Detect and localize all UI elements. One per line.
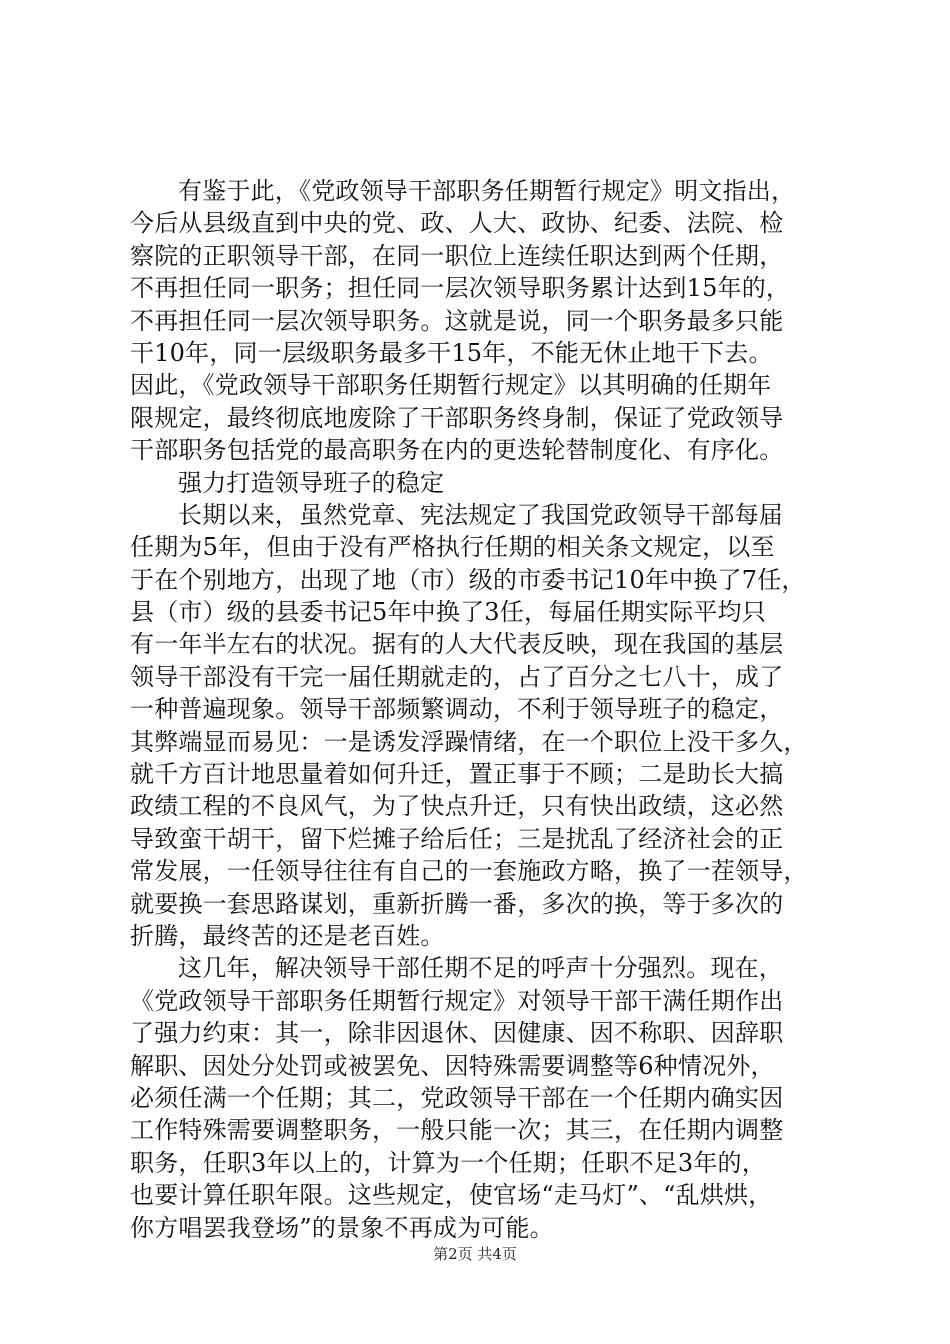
text-line: 其弊端显而易见：一是诱发浮躁情绪，在一个职位上没干多久， [130, 727, 808, 756]
text-line: 干部职务包括党的最高职务在内的更迭轮替制度化、有序化。 [130, 436, 784, 465]
text-line: 就千方百计地思量着如何升迁，置正事于不顾；二是助长大搞 [130, 760, 784, 789]
text-line: 工作特殊需要调整职务，一般只能一次；其三，在任期内调整 [130, 1116, 784, 1145]
text-line: 这几年，解决领导干部任期不足的呼声十分强烈。现在， [178, 954, 783, 983]
text-line: 长期以来，虽然党章、宪法规定了我国党政领导干部每届 [178, 500, 783, 529]
section-heading: 强力打造领导班子的稳定 [178, 468, 445, 497]
text-line: 县（市）级的县委书记5年中换了3任，每届任期实际平均只 [130, 598, 766, 627]
text-line: 你方唱罢我登场”的景象不再成为可能。 [130, 1213, 554, 1242]
text-line: 有鉴于此，《党政领导干部职务任期暂行规定》明文指出， [178, 177, 796, 205]
text-line: 政绩工程的不良风气，为了快点升迁，只有快出政绩，这必然 [130, 792, 784, 821]
text-line: 领导干部没有干完一届任期就走的，占了百分之七八十，成了 [130, 662, 784, 691]
page-number: 第2页 共4页 [433, 1245, 517, 1263]
text-line: 常发展，一任领导往往有自己的一套施政方略，换了一茬领导， [130, 857, 808, 886]
text-line: 《党政领导干部职务任期暂行规定》对领导干部干满任期作出 [130, 986, 784, 1015]
document-body [130, 175, 825, 1244]
text-line: 不再担任同一职务；担任同一层次领导职务累计达到15年的， [130, 274, 791, 303]
text-line: 有一年半左右的状况。据有的人大代表反映，现在我国的基层 [130, 630, 784, 659]
text-line: 了强力约束：其一，除非因退休、因健康、因不称职、因辞职 [130, 1019, 784, 1048]
text-line: 一种普遍现象。领导干部频繁调动，不利于领导班子的稳定， [130, 695, 784, 724]
text-line: 导致蛮干胡干，留下烂摊子给后任；三是扰乱了经济社会的正 [130, 824, 784, 853]
text-line: 干10年，同一层级职务最多干15年，不能无休止地干下去。 [130, 338, 773, 367]
text-line: 任期为5年，但由于没有严格执行任期的相关条文规定，以至 [130, 533, 775, 562]
text-line: 也要计算任职年限。这些规定，使官场“走马灯”、“乱烘烘， [130, 1181, 773, 1210]
text-line: 就要换一套思路谋划，重新折腾一番，多次的换，等于多次的 [130, 889, 784, 918]
text-line: 不再担任同一层次领导职务。这就是说，同一个职务最多只能 [130, 306, 784, 335]
text-line: 今后从县级直到中央的党、政、人大、政协、纪委、法院、检 [130, 209, 784, 238]
text-line: 限规定，最终彻底地废除了干部职务终身制，保证了党政领导 [130, 403, 784, 432]
text-line: 解职、因处分处罚或被罢免、因特殊需要调整等6种情况外， [130, 1051, 775, 1080]
text-line: 察院的正职领导干部，在同一职位上连续任职达到两个任期， [130, 241, 784, 270]
text-line: 因此，《党政领导干部职务任期暂行规定》以其明确的任期年 [130, 371, 772, 400]
text-line: 必须任满一个任期；其二，党政领导干部在一个任期内确实因 [130, 1083, 784, 1112]
page-footer [0, 1244, 950, 1264]
text-line: 折腾，最终苦的还是老百姓。 [130, 921, 445, 950]
text-line: 职务，任职3年以上的，计算为一个任期；任职不足3年的， [130, 1148, 766, 1177]
text-line: 于在个别地方，出现了地（市）级的市委书记10年中换了7任， [130, 565, 806, 594]
